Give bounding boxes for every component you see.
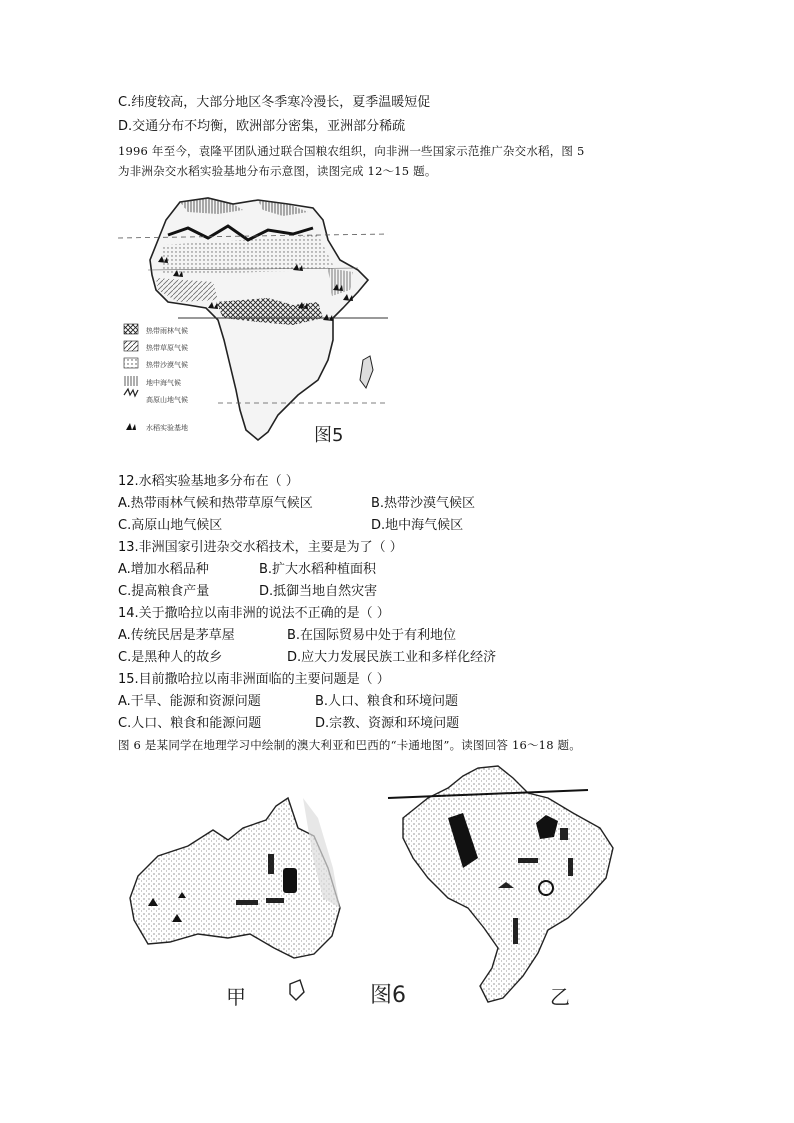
q12-stem: 12.水稻实验基地多分布在（ ）	[118, 474, 299, 489]
intro-line-2: 为非洲杂交水稻实验基地分布示意图，读图完成 12～15 题。	[118, 164, 437, 178]
australia-map	[130, 798, 340, 1000]
madagascar-outline	[360, 356, 373, 388]
figure-5-africa-map	[118, 190, 388, 450]
q15-option-b: B.人口、粮食和环境问题	[315, 694, 459, 709]
legend-item-desert: 热带沙漠气候	[146, 361, 188, 369]
q14-option-d: D.应大力发展民族工业和多样化经济	[287, 650, 497, 665]
legend-item-highland: 高原山地气候	[146, 396, 188, 404]
q14-stem: 14.关于撒哈拉以南非洲的说法不正确的是（ ）	[118, 606, 390, 621]
figure-6-cartoon-maps	[118, 758, 638, 1013]
figure-5-legend	[124, 324, 188, 432]
q15-stem: 15.目前撒哈拉以南非洲面临的主要问题是（ ）	[118, 672, 390, 687]
legend-item-savanna: 热带草原气候	[146, 344, 188, 352]
q13-option-b: B.扩大水稻种植面积	[259, 562, 377, 577]
brazil-map	[388, 766, 613, 1002]
tasmania-outline	[290, 980, 304, 1000]
option-d-prev: D.交通分布不均衡，欧洲部分密集，亚洲部分稀疏	[118, 119, 406, 134]
q15-option-a: A.干旱、能源和资源问题	[118, 694, 261, 709]
q12-option-a: A.热带雨林气候和热带草原气候区	[118, 496, 313, 511]
figure-6-intro: 图 6 是某同学在地理学习中绘制的澳大利亚和巴西的“卡通地图”。读图回答 16～18 题。	[118, 738, 581, 752]
q15-option-d: D.宗教、资源和环境问题	[315, 716, 460, 731]
q15-option-c: C.人口、粮食和能源问题	[118, 716, 262, 731]
q12-option-c: C.高原山地气候区	[118, 518, 223, 533]
q13-option-d: D.抵御当地自然灾害	[259, 584, 378, 599]
q14-option-b: B.在国际贸易中处于有利地位	[287, 628, 457, 643]
figure-6-right-label: 乙	[550, 985, 570, 1009]
q14-option-a: A.传统民居是茅草屋	[118, 628, 235, 643]
legend-item-rice-base: 水稻实验基地	[146, 424, 188, 432]
q13-option-c: C.提高粮食产量	[118, 584, 210, 599]
q12-option-b: B.热带沙漠气候区	[371, 496, 476, 511]
q14-option-c: C.是黑种人的故乡	[118, 650, 223, 665]
q12-option-d: D.地中海气候区	[371, 518, 464, 533]
option-c-prev: C.纬度较高，大部分地区冬季寒冷漫长，夏季温暖短促	[118, 95, 431, 110]
intro-line-1: 1996 年至今，袁隆平团队通过联合国粮农组织，向非洲一些国家示范推广杂交水稻，图 5	[118, 144, 585, 158]
q13-stem: 13.非洲国家引进杂交水稻技术，主要是为了（ ）	[118, 540, 403, 555]
q13-option-a: A.增加水稻品种	[118, 562, 209, 577]
figure-6-left-label: 甲	[226, 985, 246, 1009]
figure-6-label: 图6	[370, 983, 406, 1008]
legend-item-mediterranean: 地中海气候	[146, 379, 181, 387]
legend-item-rainforest: 热带雨林气候	[146, 327, 188, 335]
figure-5-label: 图5	[314, 425, 344, 446]
